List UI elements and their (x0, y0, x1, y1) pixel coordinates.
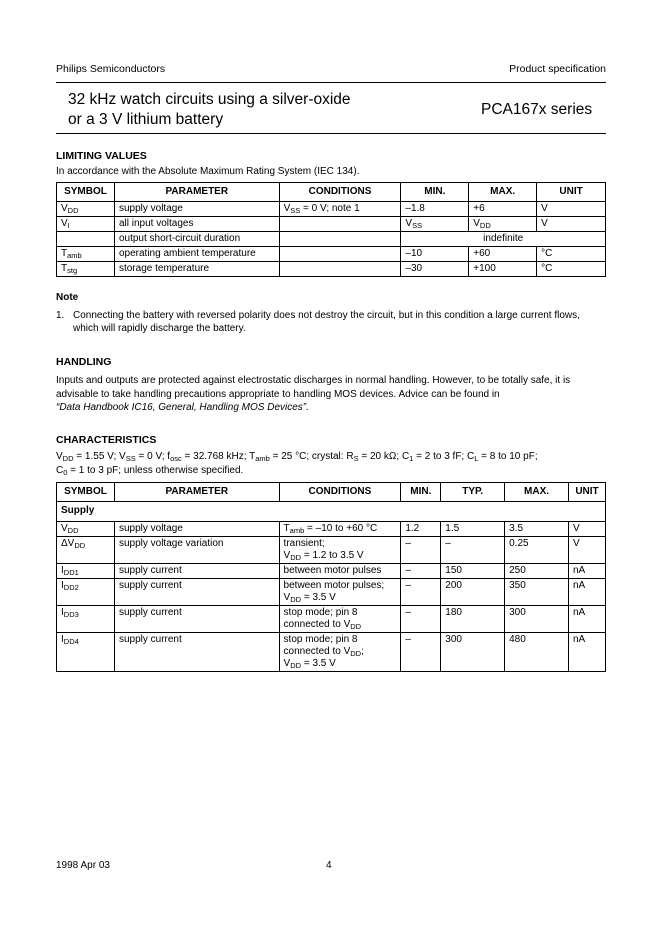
symbol-cell (57, 232, 115, 247)
min-cell: –1.8 (401, 202, 469, 217)
min-cell: –10 (401, 247, 469, 262)
characteristics-heading: CHARACTERISTICS (56, 434, 157, 446)
max-cell: $V_{DD}$ (469, 217, 537, 232)
conditions-cell: stop mode; pin 8 connected to $V_{DD}$; $V_{DD} = 3.5$ V (279, 633, 401, 672)
header-rule (56, 82, 606, 83)
max-cell: 0.25 (505, 537, 569, 564)
col-header: UNIT (568, 483, 605, 502)
min-cell: 1.2 (401, 522, 441, 537)
typ-cell: 200 (441, 579, 505, 606)
characteristics-conditions: $V_{DD} = 1.55$ V; $V_{SS} = 0$ V; $f_{osc} = 32.768$ kHz; $T_{amb} = 25$ °C; crystal: $R_S = 20$ kΩ; $C_1 = 2$ to 3 fF; $C_L = 8$ to 10 pF; $C_0 = 1$ to 3 pF; unless otherwise specified. (56, 451, 538, 477)
typ-cell: – (441, 537, 505, 564)
note-text: Connecting the battery with reversed polarity does not destroy the circuit, but in this condition a large current flows, which will rapidly discharge the battery. (73, 310, 580, 334)
conditions-cell: stop mode; pin 8 connected to $V_{DD}$ (279, 606, 401, 633)
company-name: Philips Semiconductors (56, 63, 166, 75)
conditions-cell: between motor pulses; $V_{DD} = 3.5$ V (279, 579, 401, 606)
table-row (57, 202, 606, 217)
unit-cell: °C (537, 262, 606, 277)
max-cell: 350 (505, 579, 569, 606)
col-header: CONDITIONS (279, 483, 401, 502)
col-header: MAX. (469, 183, 537, 202)
note-number: 1. (56, 310, 65, 321)
value-span-cell: indefinite (401, 232, 606, 247)
symbol-cell: $I_{DD3}$ (57, 606, 115, 633)
min-cell: – (401, 564, 441, 579)
footer-date: 1998 Apr 03 (56, 860, 110, 871)
symbol-cell: $V_{DD}$ (57, 522, 115, 537)
title-line-2: or a 3 V lithium battery (68, 111, 224, 128)
limiting-intro: In accordance with the Absolute Maximum Rating System (IEC 134). (56, 166, 360, 177)
table-row (57, 633, 606, 672)
group-label: Supply (57, 502, 606, 522)
unit-cell: V (568, 537, 605, 564)
conditions-cell: $T_{amb} = -10$ to +60 °C (279, 522, 401, 537)
typ-cell: 150 (441, 564, 505, 579)
col-header: PARAMETER (114, 183, 279, 202)
handling-body: Inputs and outputs are protected against electrostatic discharges in normal handling. However, to be totally safe, it is advisable to take handling precautions appropriate to handling MOS devices. Advice can be found in (56, 375, 571, 400)
parameter-cell: output short-circuit duration (114, 232, 279, 247)
handling-heading: HANDLING (56, 356, 112, 368)
table-header (57, 183, 606, 202)
table-row (57, 232, 606, 247)
parameter-cell: supply current (114, 564, 279, 579)
col-header: TYP. (441, 483, 505, 502)
conditions-cell (279, 232, 401, 247)
conditions-cell: between motor pulses (279, 564, 401, 579)
max-cell: +100 (469, 262, 537, 277)
unit-cell: nA (568, 564, 605, 579)
symbol-cell: $\Delta V_{DD}$ (57, 537, 115, 564)
col-header: PARAMETER (114, 483, 279, 502)
series-name: PCA167x series (481, 101, 593, 118)
unit-cell: V (537, 202, 606, 217)
table-row (57, 522, 606, 537)
parameter-cell: supply current (114, 606, 279, 633)
col-header: MIN. (401, 483, 441, 502)
unit-cell: nA (568, 633, 605, 672)
unit-cell: °C (537, 247, 606, 262)
symbol-cell: $I_{DD1}$ (57, 564, 115, 579)
max-cell: 250 (505, 564, 569, 579)
col-header: MAX. (505, 483, 569, 502)
min-cell: $V_{SS}$ (401, 217, 469, 232)
max-cell: +60 (469, 247, 537, 262)
max-cell: 300 (505, 606, 569, 633)
group-row (57, 502, 606, 522)
col-header: CONDITIONS (279, 183, 401, 202)
table-row (57, 564, 606, 579)
parameter-cell: supply voltage variation (114, 537, 279, 564)
title-line-1: 32 kHz watch circuits using a silver-oxide (68, 91, 351, 108)
conditions-cell: $V_{SS} = 0$ V; note 1 (279, 202, 401, 217)
table-row (57, 579, 606, 606)
symbol-cell: $I_{DD4}$ (57, 633, 115, 672)
document-type: Product specification (509, 63, 606, 75)
conditions-cell (279, 217, 401, 232)
symbol-cell: $V_I$ (57, 217, 115, 232)
col-header: MIN. (401, 183, 469, 202)
limiting-table (56, 182, 606, 277)
conditions-cell (279, 247, 401, 262)
table-row (57, 247, 606, 262)
parameter-cell: all input voltages (114, 217, 279, 232)
symbol-cell: $T_{amb}$ (57, 247, 115, 262)
symbol-cell: $I_{DD2}$ (57, 579, 115, 606)
conditions-cell: transient; $V_{DD} = 1.2$ to 3.5 V (279, 537, 401, 564)
note-heading: Note (56, 292, 79, 303)
unit-cell: V (537, 217, 606, 232)
col-header: SYMBOL (57, 183, 115, 202)
symbol-cell: $V_{DD}$ (57, 202, 115, 217)
note-item (56, 309, 606, 335)
title-rule (56, 133, 606, 134)
page-number: 4 (326, 860, 332, 871)
min-cell: – (401, 579, 441, 606)
min-cell: – (401, 633, 441, 672)
parameter-cell: supply voltage (114, 202, 279, 217)
typ-cell: 300 (441, 633, 505, 672)
limiting-heading: LIMITING VALUES (56, 150, 147, 162)
characteristics-table (56, 482, 606, 672)
symbol-cell: $T_{stg}$ (57, 262, 115, 277)
max-cell: +6 (469, 202, 537, 217)
col-header: SYMBOL (57, 483, 115, 502)
table-header (57, 483, 606, 502)
min-cell: –30 (401, 262, 469, 277)
parameter-cell: storage temperature (114, 262, 279, 277)
parameter-cell: supply current (114, 579, 279, 606)
document-title (68, 90, 388, 130)
handling-text (56, 374, 606, 415)
typ-cell: 1.5 (441, 522, 505, 537)
table-row (57, 217, 606, 232)
parameter-cell: supply voltage (114, 522, 279, 537)
max-cell: 480 (505, 633, 569, 672)
conditions-cell (279, 262, 401, 277)
min-cell: – (401, 537, 441, 564)
table-row (57, 262, 606, 277)
unit-cell: nA (568, 579, 605, 606)
max-cell: 3.5 (505, 522, 569, 537)
unit-cell: V (568, 522, 605, 537)
parameter-cell: operating ambient temperature (114, 247, 279, 262)
unit-cell: nA (568, 606, 605, 633)
table-row (57, 606, 606, 633)
typ-cell: 180 (441, 606, 505, 633)
min-cell: – (401, 606, 441, 633)
table-row (57, 537, 606, 564)
handling-reference: “Data Handbook IC16, General, Handling MOS Devices”. (56, 402, 309, 413)
col-header: UNIT (537, 183, 606, 202)
parameter-cell: supply current (114, 633, 279, 672)
